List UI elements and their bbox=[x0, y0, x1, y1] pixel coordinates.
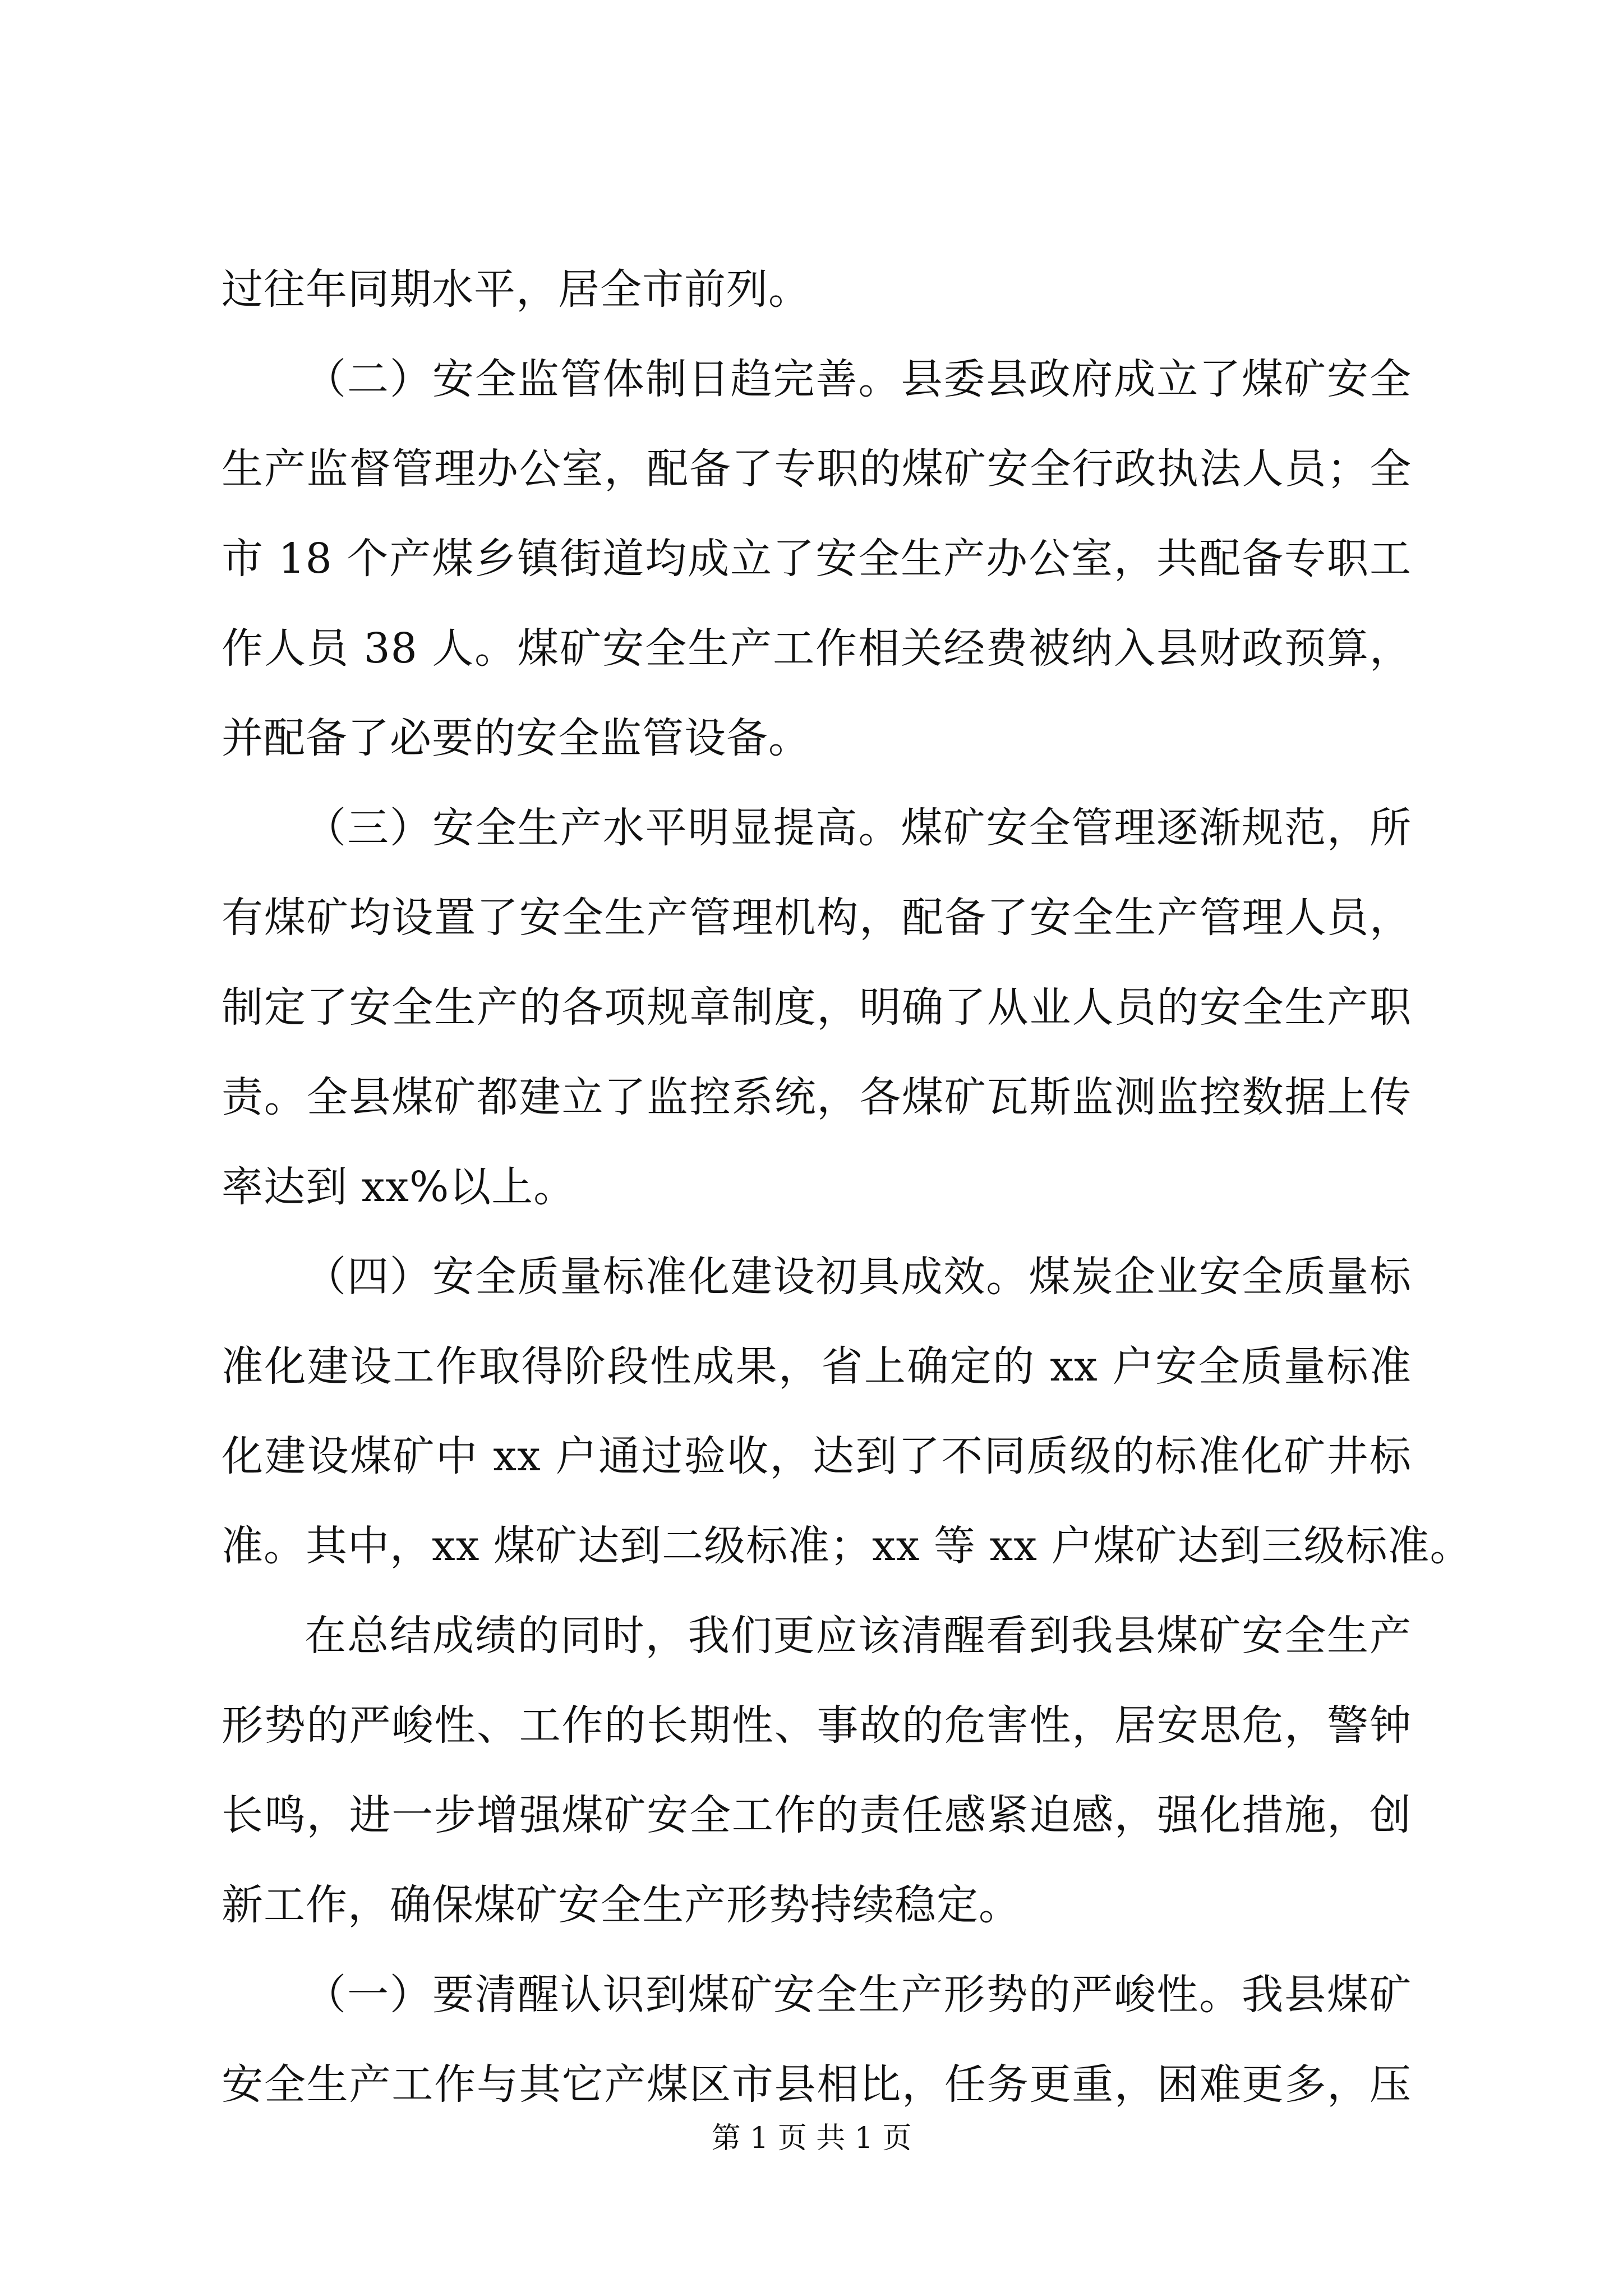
body-text bbox=[222, 245, 1472, 2129]
text-line: （三）安全生产水平明显提高。煤矿安全管理逐渐规范，所 bbox=[305, 804, 1412, 852]
text-line: 市 18 个产煤乡镇街道均成立了安全生产办公室，共配备专职工 bbox=[222, 535, 1412, 583]
text-line: 准化建设工作取得阶段性成果，省上确定的 xx 户安全质量标准 bbox=[222, 1342, 1412, 1391]
text-line: 长鸣，进一步增强煤矿安全工作的责任感紧迫感，强化措施，创 bbox=[222, 1791, 1412, 1839]
text-line: 安全生产工作与其它产煤区市县相比，任务更重，困难更多，压 bbox=[222, 2060, 1412, 2109]
text-line: （四）安全质量标准化建设初具成效。煤炭企业安全质量标 bbox=[305, 1253, 1412, 1301]
text-line: 化建设煤矿中 xx 户通过验收，达到了不同质级的标准化矿井标 bbox=[222, 1432, 1412, 1480]
text-line: 准。其中，xx 煤矿达到二级标准；xx 等 xx 户煤矿达到三级标准。 bbox=[222, 1522, 1472, 1570]
page-footer: 第 1 页 共 1 页 bbox=[711, 2122, 912, 2155]
text-line: 在总结成绩的同时，我们更应该清醒看到我县煤矿安全生产 bbox=[305, 1612, 1412, 1660]
text-line: 并配备了必要的安全监管设备。 bbox=[222, 714, 810, 762]
text-line: （二）安全监管体制日趋完善。县委县政府成立了煤矿安全 bbox=[305, 355, 1412, 403]
text-line: 生产监督管理办公室，配备了专职的煤矿安全行政执法人员；全 bbox=[222, 445, 1412, 493]
text-line: 新工作，确保煤矿安全生产形势持续稳定。 bbox=[222, 1881, 1021, 1929]
text-line: （一）要清醒认识到煤矿安全生产形势的严峻性。我县煤矿 bbox=[305, 1971, 1412, 2019]
text-line: 率达到 xx%以上。 bbox=[222, 1163, 576, 1211]
text-line: 责。全县煤矿都建立了监控系统，各煤矿瓦斯监测监控数据上传 bbox=[222, 1073, 1412, 1121]
text-line: 过往年同期水平，居全市前列。 bbox=[222, 265, 810, 314]
text-line: 制定了安全生产的各项规章制度，明确了从业人员的安全生产职 bbox=[222, 983, 1412, 1032]
text-line: 作人员 38 人。煤矿安全生产工作相关经费被纳入县财政预算， bbox=[222, 624, 1412, 673]
text-line: 有煤矿均设置了安全生产管理机构，配备了安全生产管理人员， bbox=[222, 894, 1412, 942]
text-line: 形势的严峻性、工作的长期性、事故的危害性，居安思危，警钟 bbox=[222, 1701, 1412, 1750]
